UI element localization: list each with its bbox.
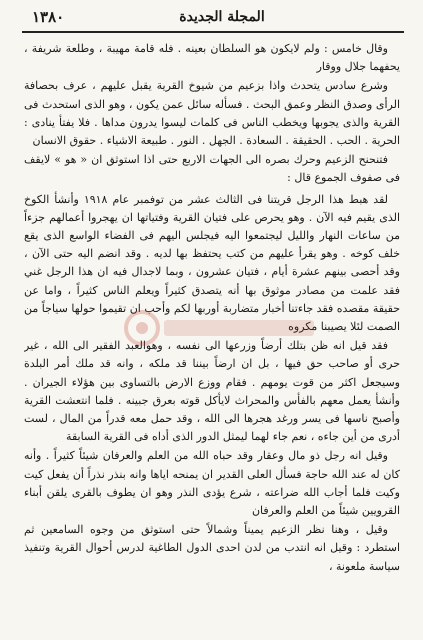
page-number: ١٣٨٠: [32, 8, 65, 26]
paragraph: وقال خامس : ولم لايكون هو السلطان بعينه . فله قامة مهيبة ، وطلعة شريفة ، يحفهما جلال ووقار: [24, 42, 400, 74]
paragraph: وشرع سادس يتحدث واذا بزعيم من شيوخ القرية يقبل عليهم ، عرف بحصافة الرأى وصدق النظر وعمق البحث . فسأله سائل عمن يكون ، وهو الذى استحدث فى القرية والذى يجوبها ويخطب الناس فى كلمات ليسوا يدرون مداها . فلا يفتأ ينادى : الحرية . الحب . الحقيقة . السعادة . الجهل . النور . طبيعة الاشياء . حقوق الانسان: [24, 79, 400, 148]
paragraph: فقد قيل انه ظن بتلك أرضاً وزرعها الى نفسه ، وهوالعبد الفقير الى الله ، غير حرى أو صاحب حق فيها ، بل ان ارضاً بيننا قد ملكه ، وانه قد ملك أمر البلدة وسيجعل اكثر من قوت يومهم . فقام ووزع الارض بالتساوى بين هؤلاء الجيران . وأنشأ يعمل معهم بالفأس والمحراث لايأكل قوته بعرق جبينه . فلما انتعشت القرية وأصبح ناسها فى يسر ورغد هجرها الى الله ، وقد حمل معه قدراً من المال ، لست أدرى من أين جاءه ، نعم جاء لهما ليمثل الدور الذى أداه فى القرية السابقة: [24, 339, 400, 444]
header-rule: [22, 31, 404, 33]
article-body: [24, 40, 400, 634]
paragraph: وقيل انه رجل ذو مال وعقار وقد حباه الله من العلم والعرفان شيئاً كثيراً . وأنه كان له عند الله حاجة فسأل العلى القدير ان يمنحه اياها وانه بنذر نذراً أن يفعل كيت وكيت فلما أجاب الله ضراعته ، شرع يؤدى النذر وهو ان يطوف بالقرى يلقن أبناء القرويين شيئاً من العلم والعرفان: [24, 449, 400, 518]
journal-title: المجلة الجديدة: [179, 9, 265, 25]
paragraph: وقيل ، وهنا نظر الزعيم يميناً وشمالاً حتى استوثق من وجوه السامعين ثم استطرد : وقيل انه انتدب من لدن احدى الدول الطاغية لدرس أحوال القرية وتنفيذ سياسة ملعونة ،: [24, 523, 400, 573]
paragraph: لقد هبط هذا الرجل قريتنا فى الثالث عشر من توفمبر عام ١٩١٨ وأنشأ الكوخ الذى يقيم فيه الآن . وهو يحرص على فتيان القرية وفتياتها ان يهجروا أعمالهم جزءاً من ساعات النهار والليل ليجتمعوا اليه فيجلس اليهم فى الفضاء الواسع الذى يقع خلف كوخه . وهو يقرأ عليهم من كتب يحتفظ بها لديه . وقد انضم اليه حتى الآن ، وقد أحصى بينهم عشرة أيام ، فتيان عشرون ، وبما لاجدال فيه ان هذا الرجل غني فقد علمت من مصادر موثوق بها أنه يتصدق كثيراً ويعلم الناس كثيراً ، واما عن حقيقة مقصده فقد جاءتنا أخبار متضاربة أوربها لكم وأحب ان تقيموا حولها سياجاً من الصمت لئلا يصيبنا مكروه: [24, 192, 400, 334]
page-header: [22, 6, 404, 30]
paragraph: فتنحنح الزعيم وحرك بصره الى الجهات الاربع حتى اذا استوثق ان « هو » لايقف فى صفوف الجموع قال :: [24, 153, 400, 185]
